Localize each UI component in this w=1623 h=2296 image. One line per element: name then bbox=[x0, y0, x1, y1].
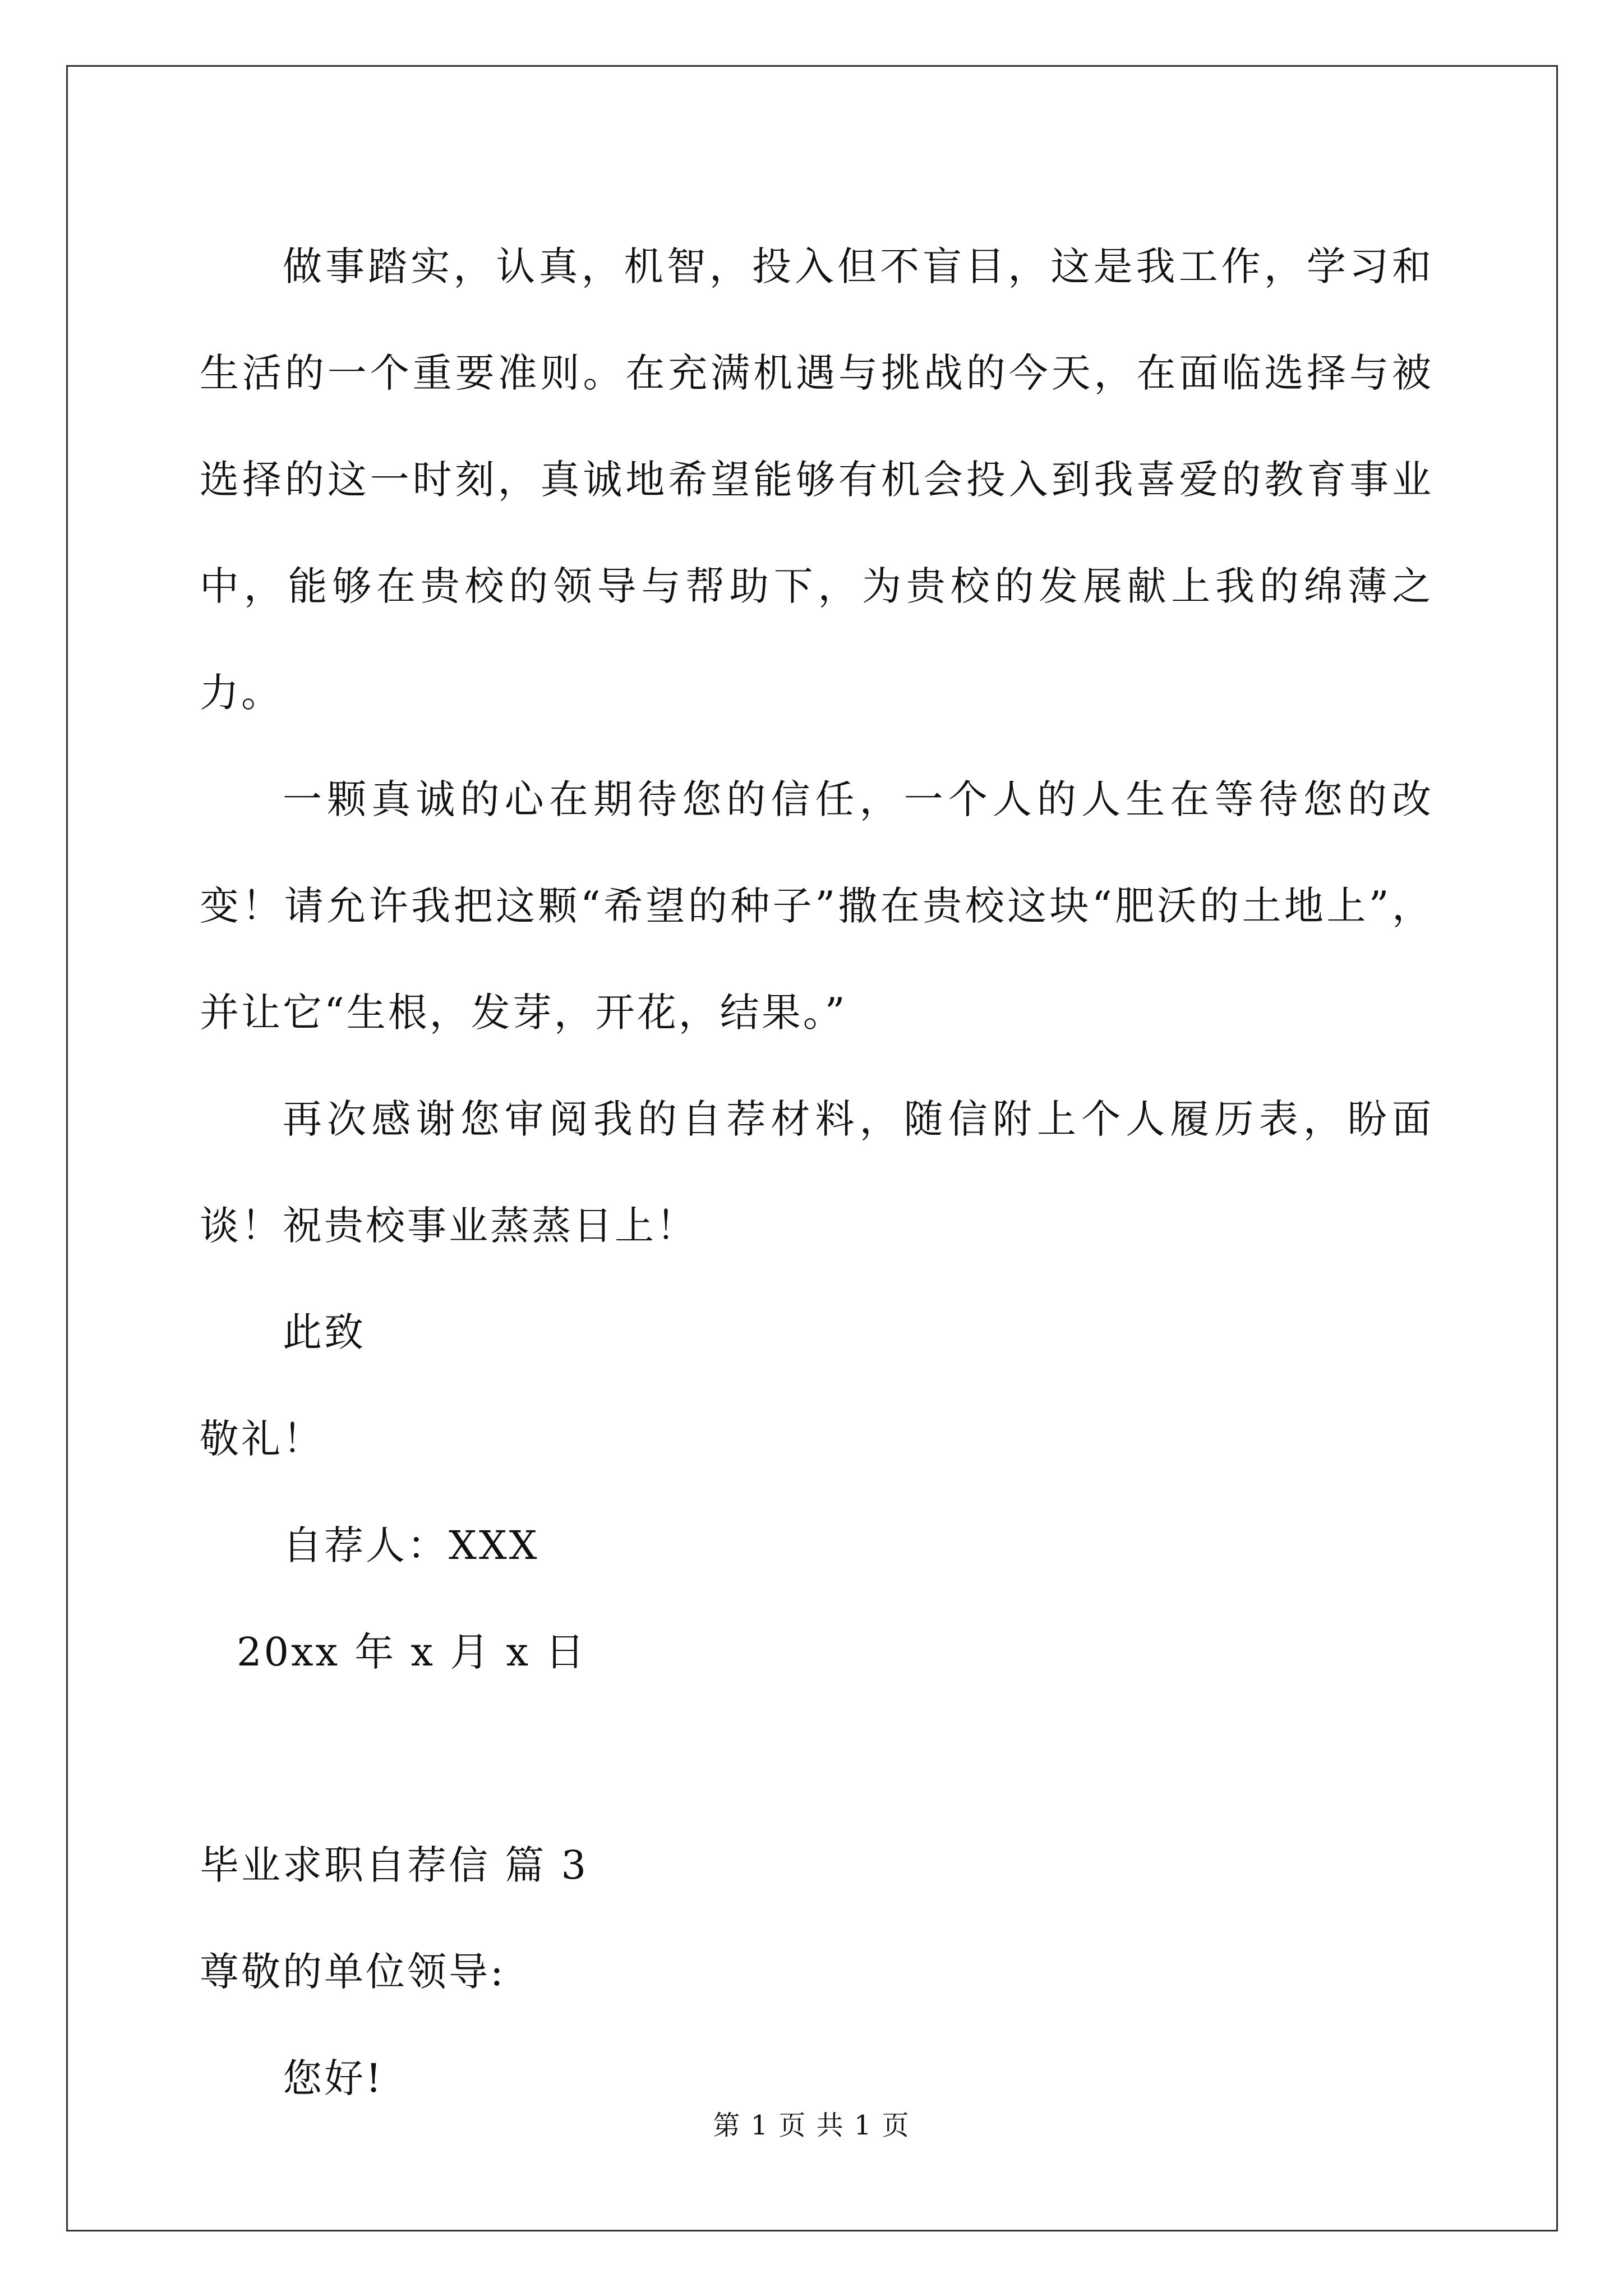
paragraph-1: 做事踏实，认真，机智，投入但不盲目，这是我工作，学习和生活的一个重要准则。在充满机遇与挑战的今天，在面临选择与被选择的这一时刻，真诚地希望能够有机会投入到我喜爱的教育事业中，能够在贵校的领导与帮助下，为贵校的发展献上我的绵薄之力。 bbox=[200, 243, 1433, 716]
salutation: 敬礼！ bbox=[200, 1416, 324, 1462]
page-footer: 第 1 页 共 1 页 bbox=[713, 2110, 910, 2141]
closing-phrase: 此致 bbox=[283, 1309, 366, 1355]
paragraph-3: 再次感谢您审阅我的自荐材料，随信附上个人履历表，盼面谈！祝贵校事业蒸蒸日上！ bbox=[200, 1096, 1433, 1249]
paragraph-2: 一颗真诚的心在期待您的信任，一个人的人生在等待您的改变！请允许我把这颗“希望的种子”撒在贵校这块“肥沃的土地上”，并让它“生根，发芽，开花，结果。” bbox=[200, 776, 1433, 1036]
greeting: 尊敬的单位领导: bbox=[200, 1949, 506, 1995]
letter-date: 20xx 年 x 月 x 日 bbox=[237, 1629, 587, 1675]
signer: 自荐人：XXX bbox=[283, 1522, 540, 1568]
section-title: 毕业求职自荐信 篇 3 bbox=[200, 1842, 589, 1888]
document-body bbox=[200, 213, 1433, 2132]
hello-line: 您好! bbox=[283, 2055, 384, 2101]
